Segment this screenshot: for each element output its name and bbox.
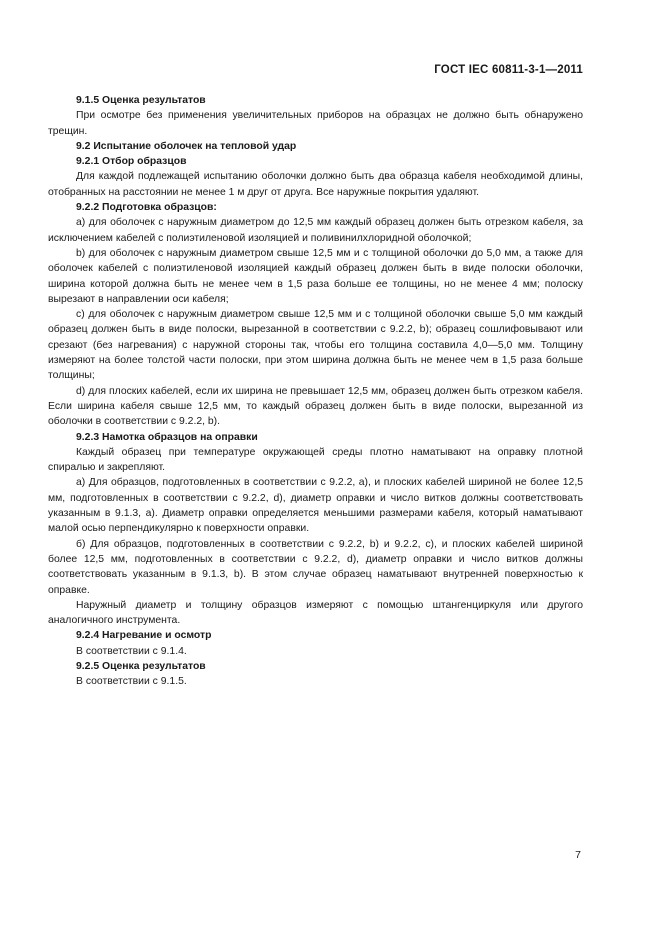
- list-item: a) для оболочек с наружным диаметром до 12,5 мм каждый образец должен быть отрезком кабеля, за исключением кабелей с полиэтиленовой изоляцией и поливинилхлоридной оболочкой;: [48, 217, 583, 244]
- section-heading-9-2-3: 9.2.3 Намотка образцов на оправки: [76, 431, 258, 443]
- list-item: c) для оболочек с наружным диаметром свыше 12,5 мм и с толщиной оболочки свыше 5,0 мм каждый образец должен быть в виде полоски, вырезанной в соответствии с 9.2.2, b); образец сошлифовывают или срезают (без нагревания) с наружной стороны так, чтобы его толщина составила 4,0—5,0 мм. Толщину измеряют на более толстой части полоски, при этом ширина должна быть не менее чем в 1,5 раза больше толщины;: [48, 309, 583, 382]
- document-body: [48, 93, 583, 690]
- section-heading-9-2-2: 9.2.2 Подготовка образцов:: [76, 202, 217, 214]
- list-item: б) Для образцов, подготовленных в соответствии с 9.2.2, b) и 9.2.2, с), и плоских кабелей шириной более 12,5 мм, подготовленных в соответствии с 9.2.2, d), диаметр оправки и число витков должны соответствовать указанным в 9.1.3, b). В этом случае образец наматывают внутренней поверхностью к оправке.: [48, 538, 583, 596]
- paragraph: Для каждой подлежащей испытанию оболочки должно быть два образца кабеля необходимой длины, отобранных на расстоянии не менее 1 м друг от друга. Все наружные покрытия удаляют.: [48, 171, 583, 198]
- section-heading-9-1-5: 9.1.5 Оценка результатов: [76, 95, 206, 106]
- paragraph: Каждый образец при температуре окружающей среды плотно наматывают на оправку плотной спиралью и закрепляют.: [48, 446, 583, 474]
- section-heading-9-2-5: 9.2.5 Оценка результатов: [76, 660, 206, 672]
- paragraph: В соответствии с 9.1.5.: [76, 676, 187, 688]
- paragraph: В соответствии с 9.1.4.: [76, 645, 187, 657]
- paragraph: Наружный диаметр и толщину образцов измеряют с помощью штангенциркуля или другого аналогичного инструмента.: [48, 599, 583, 627]
- list-item: d) для плоских кабелей, если их ширина не превышает 12,5 мм, образец должен быть отрезком кабеля. Если ширина кабеля свыше 12,5 мм, то каждый образец должен быть в виде полоски, вырезанной из оболочки в соответствии с 9.2.2, b).: [48, 385, 583, 428]
- page-number: 7: [575, 849, 581, 861]
- paragraph: При осмотре без применения увеличительных приборов на образцах не должно быть обнаружено трещин.: [48, 110, 583, 137]
- list-item: а) Для образцов, подготовленных в соответствии с 9.2.2, а), и плоских кабелей шириной не более 12,5 мм, подготовленных в соответствии с 9.2.2, d), диаметр оправки и число витков должны соответствовать указанным в 9.1.3, а). Диаметр оправки определяется меньшими размерами кабеля, который наматывают малой осью перпендикулярно к поверхности оправки.: [48, 477, 583, 535]
- section-heading-9-2-4: 9.2.4 Нагревание и осмотр: [76, 630, 212, 642]
- standard-code: ГОСТ IEC 60811-3-1—2011: [434, 64, 583, 76]
- section-heading-9-2-1: 9.2.1 Отбор образцов: [76, 156, 187, 168]
- list-item: b) для оболочек с наружным диаметром свыше 12,5 мм и с толщиной оболочки до 5,0 мм, а также для оболочек кабелей с полиэтиленовой изоляцией каждый образец должен быть в виде полоски оболочки, ширина которой должна быть не менее чем в 1,5 раза больше ее толщины, но не менее 4 мм; полоску вырезают в направлении оси кабеля;: [48, 247, 583, 305]
- section-heading-9-2: 9.2 Испытание оболочек на тепловой удар: [76, 140, 297, 152]
